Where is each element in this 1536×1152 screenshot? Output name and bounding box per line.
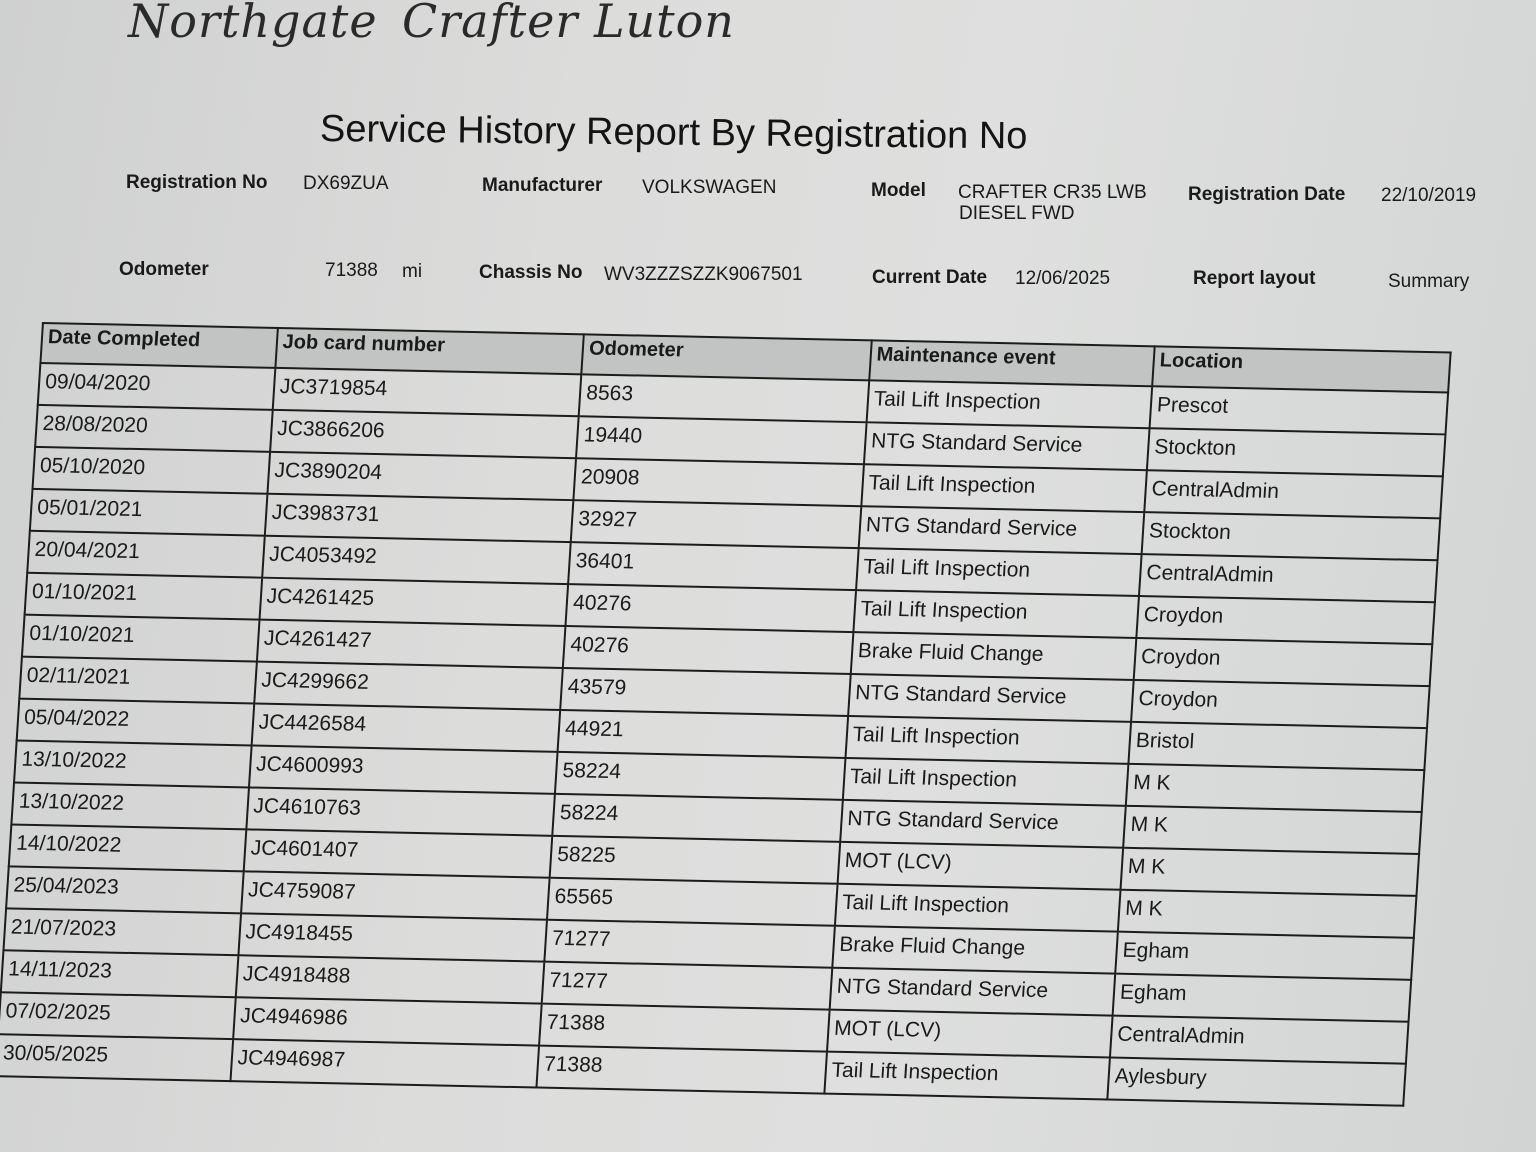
- model-label: Model: [871, 180, 926, 201]
- cell-odometer: 43579: [560, 668, 850, 716]
- cell-location: CentralAdmin: [1139, 554, 1438, 602]
- cell-maintenance-event: Tail Lift Inspection: [835, 884, 1121, 932]
- chassis-no-label: Chassis No: [479, 262, 583, 283]
- cell-job-card-number: JC4946987: [230, 1039, 539, 1087]
- column-header-odometer: Odometer: [581, 334, 871, 380]
- cell-odometer: 8563: [579, 374, 869, 422]
- cell-odometer: 19440: [576, 416, 866, 464]
- cell-job-card-number: JC4299662: [254, 662, 563, 710]
- cell-job-card-number: JC4918488: [235, 955, 544, 1003]
- cell-odometer: 20908: [574, 458, 864, 506]
- service-history-table-container: [0, 322, 1452, 1107]
- report-title: Service History Report By Registration No: [319, 108, 1028, 158]
- registration-no-label: Registration No: [126, 172, 268, 193]
- cell-odometer: 36401: [568, 542, 858, 590]
- current-date-value: 12/06/2025: [1015, 268, 1111, 289]
- cell-date-completed: 05/04/2022: [17, 699, 254, 746]
- cell-maintenance-event: NTG Standard Service: [858, 506, 1144, 554]
- cell-odometer: 58224: [552, 794, 842, 842]
- cell-location: M K: [1120, 848, 1419, 896]
- table-body: [0, 363, 1448, 1106]
- cell-job-card-number: JC4261427: [257, 620, 566, 668]
- report-layout-value: Summary: [1388, 271, 1470, 292]
- column-header-date-completed: Date Completed: [40, 323, 277, 368]
- registration-date-label: Registration Date: [1188, 184, 1346, 205]
- cell-date-completed: 21/07/2023: [3, 908, 240, 955]
- cell-odometer: 58225: [550, 836, 840, 884]
- manufacturer-label: Manufacturer: [482, 175, 603, 196]
- odometer-value: 71388: [325, 260, 378, 281]
- cell-location: M K: [1126, 764, 1425, 812]
- cell-location: M K: [1123, 806, 1422, 854]
- chassis-no-value: WV3ZZZSZZK9067501: [604, 264, 803, 285]
- model-value-line2: DIESEL FWD: [959, 203, 1075, 224]
- manufacturer-value: VOLKSWAGEN: [642, 177, 777, 198]
- cell-job-card-number: JC3719854: [272, 368, 581, 416]
- cell-location: Prescot: [1150, 386, 1449, 434]
- cell-date-completed: 01/10/2021: [22, 615, 259, 662]
- cell-maintenance-event: NTG Standard Service: [864, 422, 1150, 470]
- cell-location: Croydon: [1134, 638, 1433, 686]
- cell-date-completed: 09/04/2020: [38, 363, 275, 410]
- cell-location: Aylesbury: [1107, 1058, 1406, 1106]
- cell-maintenance-event: NTG Standard Service: [848, 674, 1134, 722]
- cell-odometer: 71277: [545, 920, 835, 968]
- cell-job-card-number: JC4053492: [262, 536, 571, 584]
- cell-odometer: 32927: [571, 500, 861, 548]
- cell-maintenance-event: Tail Lift Inspection: [845, 716, 1131, 764]
- cell-odometer: 71277: [542, 962, 832, 1010]
- cell-job-card-number: JC4610763: [246, 787, 555, 835]
- cell-odometer: 65565: [547, 878, 837, 926]
- cell-odometer: 71388: [539, 1004, 829, 1052]
- cell-job-card-number: JC4601407: [243, 829, 552, 877]
- cell-location: Croydon: [1131, 680, 1430, 728]
- cell-maintenance-event: NTG Standard Service: [829, 968, 1115, 1016]
- column-header-job-card-number: Job card number: [275, 328, 584, 374]
- cell-maintenance-event: Tail Lift Inspection: [856, 548, 1142, 596]
- cell-date-completed: 30/05/2025: [0, 1034, 233, 1081]
- cell-location: M K: [1118, 890, 1417, 938]
- cell-odometer: 40276: [566, 584, 856, 632]
- cell-location: Egham: [1113, 974, 1412, 1022]
- column-header-location: Location: [1152, 346, 1450, 392]
- registration-no-value: DX69ZUA: [303, 173, 389, 194]
- handwritten-note-vehicle: Crafter Luton: [402, 0, 735, 48]
- cell-location: Bristol: [1128, 722, 1427, 770]
- cell-maintenance-event: NTG Standard Service: [840, 800, 1126, 848]
- cell-maintenance-event: MOT (LCV): [837, 842, 1123, 890]
- cell-date-completed: 13/10/2022: [11, 783, 248, 830]
- cell-location: Croydon: [1136, 596, 1435, 644]
- cell-date-completed: 02/11/2021: [19, 657, 256, 704]
- cell-job-card-number: JC3983731: [264, 494, 573, 542]
- cell-job-card-number: JC4261425: [259, 578, 568, 626]
- service-history-table: [0, 322, 1452, 1107]
- cell-maintenance-event: Tail Lift Inspection: [843, 758, 1129, 806]
- cell-maintenance-event: MOT (LCV): [827, 1010, 1113, 1058]
- cell-job-card-number: JC4600993: [249, 745, 558, 793]
- cell-job-card-number: JC4759087: [241, 871, 550, 919]
- cell-date-completed: 01/10/2021: [25, 573, 262, 620]
- cell-odometer: 44921: [558, 710, 848, 758]
- cell-maintenance-event: Tail Lift Inspection: [866, 380, 1152, 428]
- report-layout-label: Report layout: [1193, 268, 1316, 289]
- cell-location: Egham: [1115, 932, 1414, 980]
- cell-date-completed: 28/08/2020: [35, 405, 272, 452]
- current-date-label: Current Date: [872, 267, 988, 288]
- cell-job-card-number: JC3866206: [270, 410, 579, 458]
- cell-odometer: 71388: [537, 1046, 827, 1094]
- cell-maintenance-event: Brake Fluid Change: [850, 632, 1136, 680]
- odometer-unit: mi: [402, 261, 423, 282]
- cell-maintenance-event: Brake Fluid Change: [832, 926, 1118, 974]
- cell-odometer: 58224: [555, 752, 845, 800]
- cell-date-completed: 14/10/2022: [9, 824, 246, 871]
- cell-location: Stockton: [1142, 512, 1441, 560]
- cell-location: CentralAdmin: [1110, 1016, 1409, 1064]
- cell-maintenance-event: Tail Lift Inspection: [853, 590, 1139, 638]
- odometer-label: Odometer: [119, 259, 209, 280]
- cell-location: Stockton: [1147, 428, 1446, 476]
- cell-maintenance-event: Tail Lift Inspection: [824, 1052, 1110, 1100]
- handwritten-note-northgate: Northgate: [128, 0, 378, 48]
- cell-date-completed: 13/10/2022: [14, 741, 251, 788]
- cell-date-completed: 05/10/2020: [33, 447, 270, 494]
- cell-odometer: 40276: [563, 626, 853, 674]
- cell-maintenance-event: Tail Lift Inspection: [861, 464, 1147, 512]
- registration-date-value: 22/10/2019: [1381, 185, 1477, 206]
- cell-date-completed: 14/11/2023: [1, 950, 238, 997]
- cell-job-card-number: JC4918455: [238, 913, 547, 961]
- cell-date-completed: 20/04/2021: [27, 531, 264, 578]
- cell-job-card-number: JC4946986: [233, 997, 542, 1045]
- cell-date-completed: 25/04/2023: [6, 866, 243, 913]
- cell-date-completed: 07/02/2025: [0, 992, 235, 1039]
- cell-job-card-number: JC3890204: [267, 452, 576, 500]
- model-value-line1: CRAFTER CR35 LWB: [958, 182, 1147, 203]
- cell-date-completed: 05/01/2021: [30, 489, 267, 536]
- cell-location: CentralAdmin: [1144, 470, 1443, 518]
- column-header-maintenance-event: Maintenance event: [869, 340, 1155, 386]
- cell-job-card-number: JC4426584: [251, 704, 560, 752]
